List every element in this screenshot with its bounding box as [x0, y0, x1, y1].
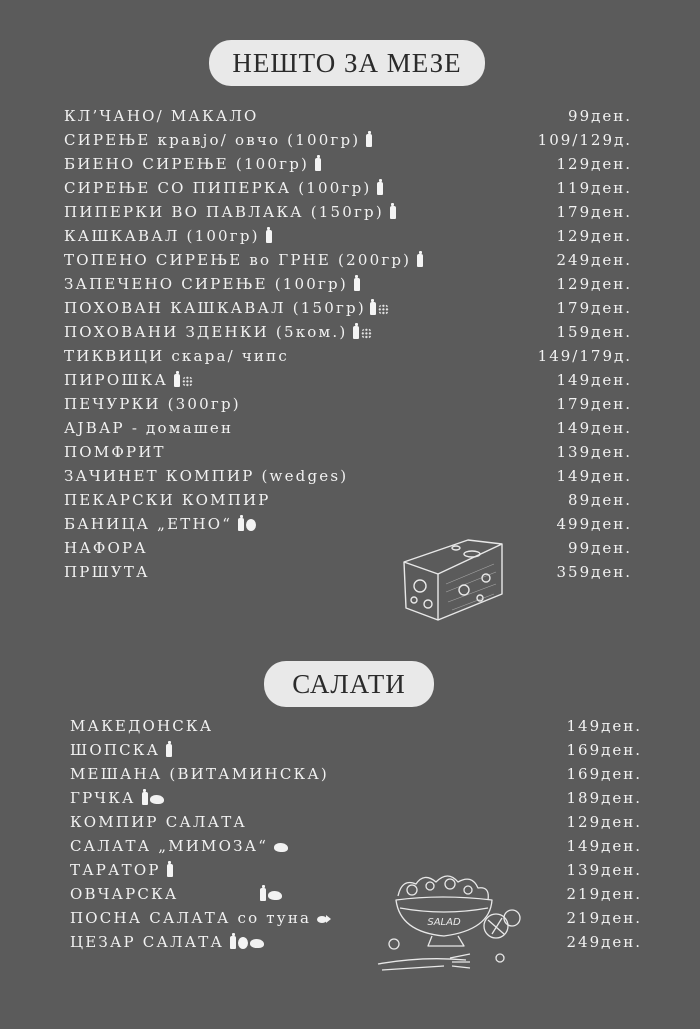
- milk-bottle-icon: [417, 254, 423, 267]
- menu-item-price: 359ден.: [556, 563, 632, 581]
- menu-item-name: ТИКВИЦИ скара/ чипс: [64, 347, 289, 365]
- menu-item-name: ПЕКАРСКИ КОМПИР: [64, 491, 271, 509]
- menu-item-price: 129ден.: [556, 155, 632, 173]
- allergen-icons: [315, 915, 331, 924]
- allergen-icons: [313, 159, 321, 172]
- menu-item-name: ПИРОШКА: [64, 371, 169, 389]
- allergen-icons: [352, 279, 360, 292]
- menu-item-name: КЛ’ЧАНО/ МАКАЛО: [64, 107, 259, 125]
- cheese-illustration: [398, 534, 510, 630]
- menu-item-price: 119ден.: [556, 179, 632, 197]
- menu-item-price: 159ден.: [556, 323, 632, 341]
- menu-item-price: 99ден.: [568, 539, 632, 557]
- menu-item-price: 169ден.: [566, 741, 642, 759]
- allergen-icons: [140, 793, 164, 806]
- nut-icon: [150, 795, 164, 804]
- allergen-icons: [375, 183, 383, 196]
- allergen-icons: [172, 375, 193, 388]
- allergen-icons: [368, 303, 389, 316]
- section-title-meze: НЕШТО ЗА МЕЗЕ: [209, 40, 485, 86]
- allergen-icons: [364, 135, 372, 148]
- milk-bottle-icon: [166, 744, 172, 757]
- menu-item: [64, 176, 632, 200]
- menu-item-price: 129ден.: [556, 275, 632, 293]
- menu-item: [64, 368, 632, 392]
- menu-item: [70, 858, 642, 882]
- menu-item-name: КОМПИР САЛАТА: [70, 813, 247, 831]
- menu-item: [64, 512, 632, 536]
- menu-item-name: АЈВАР - домашен: [64, 419, 234, 437]
- menu-item: [70, 786, 642, 810]
- menu-item-name: НАФОРА: [64, 539, 148, 557]
- allergen-icons: [388, 207, 396, 220]
- allergen-icons: [228, 937, 264, 950]
- menu-item-price: 499ден.: [556, 515, 632, 533]
- milk-bottle-icon: [366, 134, 372, 147]
- salati-menu-list: [70, 714, 642, 954]
- menu-item-price: 189ден.: [566, 789, 642, 807]
- menu-item: [64, 248, 632, 272]
- menu-item: [64, 320, 632, 344]
- menu-item-name: МАКЕДОНСКА: [70, 717, 214, 735]
- menu-item-name: ПРШУТА: [64, 563, 150, 581]
- allergen-icons: [258, 889, 282, 902]
- menu-item-name: ШОПСКА: [70, 741, 161, 759]
- menu-item: [64, 488, 632, 512]
- menu-item-price: 129ден.: [566, 813, 642, 831]
- cheese-icon: [398, 534, 510, 626]
- menu-item: [70, 810, 642, 834]
- fish-icon: [317, 915, 331, 924]
- egg-icon: [246, 519, 256, 531]
- menu-item: [70, 762, 642, 786]
- milk-bottle-icon: [390, 206, 396, 219]
- menu-item-price: 149ден.: [566, 837, 642, 855]
- menu-item: [70, 930, 642, 954]
- menu-item-name: МЕШАНА (ВИТАМИНСКА): [70, 765, 329, 783]
- milk-bottle-icon: [230, 936, 236, 949]
- menu-item: [64, 272, 632, 296]
- menu-item: [64, 128, 632, 152]
- menu-item-price: 219ден.: [566, 885, 642, 903]
- menu-item-price: 99ден.: [568, 107, 632, 125]
- menu-item-name: ЦЕЗАР САЛАТА: [70, 933, 225, 951]
- menu-item-name: ТАРАТОР: [70, 861, 161, 879]
- menu-item: [64, 392, 632, 416]
- menu-item-name: ПОСНА САЛАТА со туна: [70, 909, 312, 927]
- menu-item-price: 129ден.: [556, 227, 632, 245]
- salad-bowl-label: SALAD: [427, 917, 461, 928]
- menu-item-price: 139ден.: [556, 443, 632, 461]
- menu-item-name: ГРЧКА: [70, 789, 136, 807]
- menu-item-price: 89ден.: [568, 491, 632, 509]
- menu-item: [64, 344, 632, 368]
- menu-item-price: 149/179д.: [537, 347, 632, 365]
- menu-item-name: ПОМФРИТ: [64, 443, 166, 461]
- menu-item-price: 139ден.: [566, 861, 642, 879]
- salad-bowl-icon: [372, 868, 532, 978]
- menu-item-price: 179ден.: [556, 299, 632, 317]
- menu-item-price: 149ден.: [566, 717, 642, 735]
- menu-item-name: ЗАПЕЧЕНО СИРЕЊЕ (100гр): [64, 275, 348, 293]
- allergen-icons: [415, 255, 423, 268]
- menu-item: [64, 416, 632, 440]
- menu-item-price: 219ден.: [566, 909, 642, 927]
- menu-item: [64, 536, 632, 560]
- menu-item-name: СИРЕЊЕ кравјо/ овчо (100гр): [64, 131, 361, 149]
- milk-bottle-icon: [370, 302, 376, 315]
- milk-bottle-icon: [354, 278, 360, 291]
- menu-item-name: ПИПЕРКИ ВО ПАВЛАКА (150гр): [64, 203, 384, 221]
- menu-item-name: ОВЧАРСКА: [70, 885, 179, 903]
- milk-bottle-icon: [142, 792, 148, 805]
- nut-icon: [274, 843, 288, 852]
- milk-bottle-icon: [238, 518, 244, 531]
- menu-item: [64, 200, 632, 224]
- menu-item-name: СИРЕЊЕ СО ПИПЕРКА (100гр): [64, 179, 372, 197]
- section-title-salati: САЛАТИ: [264, 661, 434, 707]
- milk-bottle-icon: [174, 374, 180, 387]
- menu-item: [64, 104, 632, 128]
- menu-item-name: ПОХОВАНИ ЗДЕНКИ (5ком.): [64, 323, 348, 341]
- menu-item-price: 179ден.: [556, 395, 632, 413]
- egg-icon: [238, 937, 248, 949]
- allergen-icons: [165, 865, 173, 878]
- menu-item-price: 109/129д.: [537, 131, 632, 149]
- menu-item: [70, 882, 642, 906]
- menu-item-name: КАШКАВАЛ (100гр): [64, 227, 260, 245]
- nut-icon: [268, 891, 282, 900]
- menu-item-name: ТОПЕНО СИРЕЊЕ во ГРНЕ (200гр): [64, 251, 412, 269]
- menu-item: [70, 834, 642, 858]
- salad-illustration: [372, 868, 532, 982]
- milk-bottle-icon: [266, 230, 272, 243]
- menu-item: [64, 440, 632, 464]
- milk-bottle-icon: [260, 888, 266, 901]
- menu-item: [64, 296, 632, 320]
- menu-item: [64, 464, 632, 488]
- menu-item: [70, 714, 642, 738]
- allergen-icons: [264, 231, 272, 244]
- milk-bottle-icon: [167, 864, 173, 877]
- menu-item: [64, 224, 632, 248]
- gluten-icon: [182, 376, 193, 387]
- menu-item-name: БАНИЦА „ЕТНО“: [64, 515, 233, 533]
- menu-item-name: САЛАТА „МИМОЗА“: [70, 837, 269, 855]
- milk-bottle-icon: [353, 326, 359, 339]
- menu-item-name: ПЕЧУРКИ (300гр): [64, 395, 241, 413]
- menu-item: [70, 906, 642, 930]
- nut-icon: [250, 939, 264, 948]
- menu-item-name: БИЕНО СИРЕЊЕ (100гр): [64, 155, 310, 173]
- menu-item-name: ПОХОВАН КАШКАВАЛ (150гр): [64, 299, 366, 317]
- menu-item-price: 169ден.: [566, 765, 642, 783]
- menu-item: [70, 738, 642, 762]
- menu-item: [64, 152, 632, 176]
- menu-item-price: 149ден.: [556, 419, 632, 437]
- milk-bottle-icon: [315, 158, 321, 171]
- meze-menu-list: [64, 104, 632, 584]
- menu-item-price: 149ден.: [556, 371, 632, 389]
- gluten-icon: [361, 328, 372, 339]
- menu-item-price: 179ден.: [556, 203, 632, 221]
- menu-item-name: ЗАЧИНЕТ КОМПИР (wedges): [64, 467, 349, 485]
- allergen-icons: [236, 519, 256, 532]
- menu-item-price: 249ден.: [566, 933, 642, 951]
- milk-bottle-icon: [377, 182, 383, 195]
- menu-item: [64, 560, 632, 584]
- allergen-icons: [351, 327, 372, 340]
- allergen-icons: [272, 843, 288, 852]
- gluten-icon: [378, 304, 389, 315]
- menu-item-price: 249ден.: [556, 251, 632, 269]
- allergen-icons: [164, 745, 172, 758]
- menu-item-price: 149ден.: [556, 467, 632, 485]
